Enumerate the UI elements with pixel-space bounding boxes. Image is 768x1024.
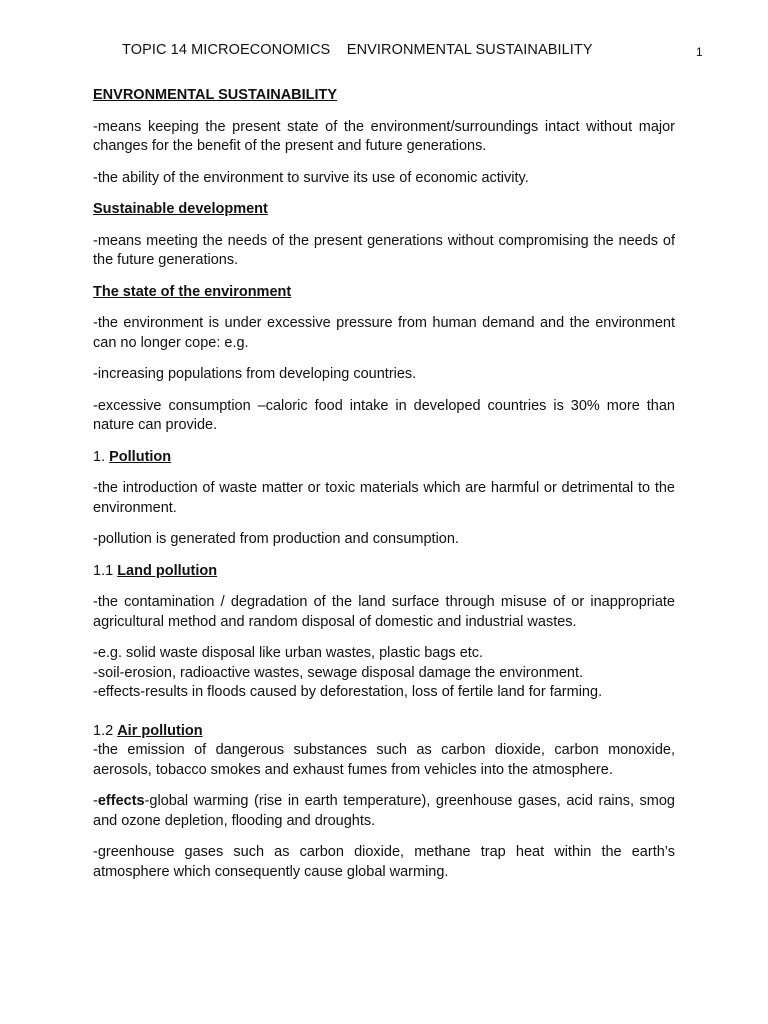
effects-text: -global warming (rise in earth temperature), greenhouse gases, acid rains, smog and ozone depletion, flooding and droughts. — [93, 793, 675, 829]
paragraph: -means keeping the present state of the environment/surroundings intact without major changes for the benefit of the present and future generations. — [93, 118, 675, 154]
dash: - — [93, 793, 98, 809]
section-heading-sustainable-development: Sustainable development — [93, 201, 268, 217]
paragraph: -increasing populations from developing countries. — [93, 366, 417, 382]
paragraph: -the introduction of waste matter or toxic materials which are harmful or detrimental to the environment. — [93, 480, 675, 516]
section-number: 1. — [93, 448, 106, 465]
section-title: Land pollution — [117, 562, 218, 579]
main-heading: ENVRONMENTAL SUSTAINABILITY — [93, 87, 338, 103]
section-title: Air pollution — [117, 722, 203, 739]
page-number: 1 — [696, 45, 703, 59]
paragraph: -pollution is generated from production and consumption. — [93, 531, 459, 547]
section-number: 1.1 — [93, 562, 114, 579]
paragraph: -means meeting the needs of the present generations without compromising the needs of the future generations. — [93, 232, 675, 268]
section-heading-pollution — [93, 448, 675, 468]
running-header: TOPIC 14 MICROECONOMICS ENVIRONMENTAL SUSTAINABILITY — [122, 42, 593, 58]
section-title: Pollution — [109, 448, 172, 465]
effects-label: effects — [97, 793, 145, 809]
paragraph: -the emission of dangerous substances such as carbon dioxide, carbon monoxide, aerosols, tobacco smokes and exhaust fumes from vehicles into the atmosphere. — [93, 742, 675, 778]
paragraph: -the ability of the environment to survive its use of economic activity. — [93, 169, 529, 186]
section-number: 1.2 — [93, 722, 114, 739]
paragraph — [93, 792, 675, 831]
section-heading-air-pollution — [93, 722, 675, 742]
paragraph: -the contamination / degradation of the land surface through misuse of or inappropriate agricultural method and random disposal of domestic and industrial wastes. — [93, 594, 675, 630]
paragraph: -e.g. solid waste disposal like urban wastes, plastic bags etc. — [93, 645, 484, 661]
section-heading-land-pollution — [93, 562, 675, 582]
paragraph: -excessive consumption –caloric food intake in developed countries is 30% more than nature can provide. — [93, 397, 675, 433]
section-heading-state-of-environment: The state of the environment — [93, 283, 292, 300]
document-body — [93, 86, 675, 894]
paragraph: -the environment is under excessive pressure from human demand and the environment can no longer cope: e.g. — [93, 315, 675, 351]
paragraph: -greenhouse gases such as carbon dioxide, methane trap heat within the earth’s atmosphere which consequently cause global warming. — [93, 844, 675, 880]
paragraph: -soil-erosion, radioactive wastes, sewage disposal damage the environment. — [93, 664, 584, 681]
paragraph: -effects-results in floods caused by deforestation, loss of fertile land for farming. — [93, 684, 603, 700]
